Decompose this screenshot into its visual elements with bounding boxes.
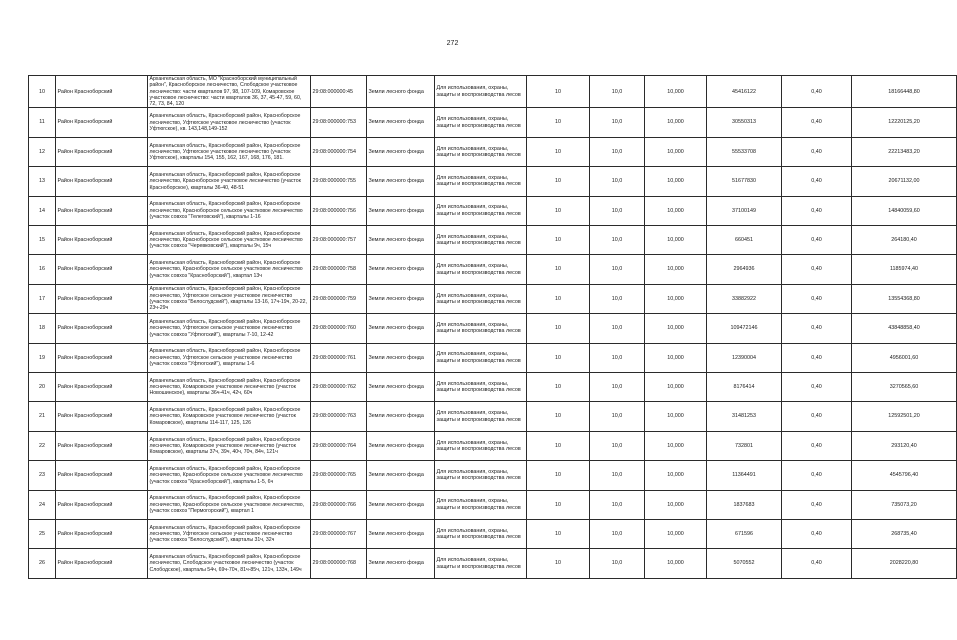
cell-term: 10 [527, 108, 590, 137]
table-row [29, 108, 957, 137]
cell-area: 10,0 [590, 490, 645, 519]
cell-location: Архангельская область, Красноборский район, Красноборское лесничество, Комаровское участковое лесничество (участок Новошинское), кварталы 36ч-41ч, 42ч, 60ч [148, 373, 311, 402]
cell-rate: 10,000 [645, 373, 707, 402]
cell-term: 10 [527, 284, 590, 313]
cell-num: 22 [29, 431, 56, 460]
cell-num: 20 [29, 373, 56, 402]
cell-coef: 0,40 [782, 490, 852, 519]
cell-category: Земли лесного фонда [367, 549, 435, 578]
cell-district: Район Красноборский [56, 196, 148, 225]
cell-category: Земли лесного фонда [367, 373, 435, 402]
cell-term: 10 [527, 196, 590, 225]
cell-district: Район Красноборский [56, 137, 148, 166]
cell-district: Район Красноборский [56, 490, 148, 519]
cell-term: 10 [527, 76, 590, 108]
cell-volume: 12390004 [707, 343, 782, 372]
cell-payment: 12592501,20 [852, 402, 957, 431]
cell-district: Район Красноборский [56, 343, 148, 372]
cell-area: 10,0 [590, 196, 645, 225]
table-row [29, 431, 957, 460]
cell-district: Район Красноборский [56, 373, 148, 402]
cell-coef: 0,40 [782, 196, 852, 225]
cell-purpose: Для использования, охраны, защиты и воспроизводства лесов [435, 519, 527, 548]
cell-term: 10 [527, 490, 590, 519]
cell-category: Земли лесного фонда [367, 314, 435, 343]
cell-term: 10 [527, 226, 590, 255]
cell-cadastral: 29:08:000000:765 [311, 461, 367, 490]
cell-num: 17 [29, 284, 56, 313]
cell-payment: 2028220,80 [852, 549, 957, 578]
cell-category: Земли лесного фонда [367, 108, 435, 137]
cell-category: Земли лесного фонда [367, 255, 435, 284]
cell-coef: 0,40 [782, 519, 852, 548]
cell-num: 14 [29, 196, 56, 225]
cell-cadastral: 29:08:000000:768 [311, 549, 367, 578]
cell-coef: 0,40 [782, 255, 852, 284]
cell-payment: 13554368,80 [852, 284, 957, 313]
cell-area: 10,0 [590, 255, 645, 284]
cell-location: Архангельская область, Красноборский район, Красноборское лесничество, Уфтюгское сельское участковое лесничество (участок совхоз "Уфтюгский"), кварталы 7-10, 12-42 [148, 314, 311, 343]
cell-area: 10,0 [590, 167, 645, 196]
cell-num: 11 [29, 108, 56, 137]
cell-term: 10 [527, 519, 590, 548]
cell-payment: 1185974,40 [852, 255, 957, 284]
cell-num: 19 [29, 343, 56, 372]
cell-coef: 0,40 [782, 431, 852, 460]
cell-volume: 671596 [707, 519, 782, 548]
cell-location: Архангельская область, Красноборский район, Красноборское лесничество, Уфтюгское участковое лесничество (участок Уфтюгское), кварталы 154, 155, 162, 167, 168, 176, 181. [148, 137, 311, 166]
cell-num: 13 [29, 167, 56, 196]
cell-cadastral: 29:08:000000:755 [311, 167, 367, 196]
cell-rate: 10,000 [645, 196, 707, 225]
cell-term: 10 [527, 461, 590, 490]
cell-category: Земли лесного фонда [367, 343, 435, 372]
cell-rate: 10,000 [645, 402, 707, 431]
cell-coef: 0,40 [782, 549, 852, 578]
table-row [29, 137, 957, 166]
cell-location: Архангельская область, Красноборский район, Красноборское лесничество, Уфтюгское участковое лесничество (участок Уфтюгское), кв. 143,148,149-152 [148, 108, 311, 137]
cell-volume: 33882922 [707, 284, 782, 313]
cell-rate: 10,000 [645, 137, 707, 166]
table-row [29, 373, 957, 402]
cell-area: 10,0 [590, 137, 645, 166]
cell-area: 10,0 [590, 373, 645, 402]
cell-cadastral: 29:08:000000:764 [311, 431, 367, 460]
cell-district: Район Красноборский [56, 226, 148, 255]
cell-payment: 3270565,60 [852, 373, 957, 402]
cell-cadastral: 29:08:000000:45 [311, 76, 367, 108]
cell-payment: 4545796,40 [852, 461, 957, 490]
cell-num: 25 [29, 519, 56, 548]
cell-coef: 0,40 [782, 314, 852, 343]
cell-num: 24 [29, 490, 56, 519]
cell-volume: 5070552 [707, 549, 782, 578]
cell-area: 10,0 [590, 314, 645, 343]
cell-cadastral: 29:08:000000:760 [311, 314, 367, 343]
cell-num: 18 [29, 314, 56, 343]
cell-location: Архангельская область, МО "Красноборский муниципальный район", Красноборское лесничество, Слободское участковое лесничество: части кварталов 97, 98, 107-109, Комаровское участковое лесничество: части кварталов 36, 37, 45-47, 59, 60, 72, 73, 84, 120 [148, 76, 311, 108]
cell-district: Район Красноборский [56, 519, 148, 548]
cell-volume: 45416122 [707, 76, 782, 108]
cell-rate: 10,000 [645, 226, 707, 255]
cell-area: 10,0 [590, 226, 645, 255]
cell-purpose: Для использования, охраны, защиты и воспроизводства лесов [435, 343, 527, 372]
cell-district: Район Красноборский [56, 255, 148, 284]
cell-volume: 109472146 [707, 314, 782, 343]
cell-volume: 51677830 [707, 167, 782, 196]
cell-num: 23 [29, 461, 56, 490]
cell-district: Район Красноборский [56, 284, 148, 313]
cell-payment: 735073,20 [852, 490, 957, 519]
cell-purpose: Для использования, охраны, защиты и воспроизводства лесов [435, 402, 527, 431]
table-row [29, 314, 957, 343]
cell-payment: 20671132,00 [852, 167, 957, 196]
cell-purpose: Для использования, охраны, защиты и воспроизводства лесов [435, 284, 527, 313]
cell-rate: 10,000 [645, 519, 707, 548]
cell-num: 26 [29, 549, 56, 578]
table-row [29, 284, 957, 313]
cell-location: Архангельская область, Красноборский район, Красноборское лесничество, Красноборское участковое лесничество (участок Красноборское), кварталы 36-40, 48-51 [148, 167, 311, 196]
cell-area: 10,0 [590, 343, 645, 372]
cell-location: Архангельская область, Красноборский район, Красноборское лесничество, Комаровское участковое лесничество (участок Комаровское), кварталы 114-117, 125, 126 [148, 402, 311, 431]
table-row [29, 490, 957, 519]
cell-term: 10 [527, 343, 590, 372]
cell-coef: 0,40 [782, 343, 852, 372]
cell-volume: 1837683 [707, 490, 782, 519]
table-row [29, 402, 957, 431]
cell-purpose: Для использования, охраны, защиты и воспроизводства лесов [435, 76, 527, 108]
cell-area: 10,0 [590, 431, 645, 460]
cell-cadastral: 29:08:000000:754 [311, 137, 367, 166]
cell-area: 10,0 [590, 402, 645, 431]
cell-payment: 43848858,40 [852, 314, 957, 343]
cell-location: Архангельская область, Красноборский район, Красноборское лесничество, Комаровское участковое лесничество (участок Комаровское), кварталы 37ч, 39ч, 40ч, 70ч, 84ч, 121ч [148, 431, 311, 460]
cell-coef: 0,40 [782, 108, 852, 137]
cell-coef: 0,40 [782, 137, 852, 166]
cell-location: Архангельская область, Красноборский район, Красноборское лесничество, Красноборское сельское участковое лесничество (участок совхоз "Телеговский"), кварталы 1-16 [148, 196, 311, 225]
cell-purpose: Для использования, охраны, защиты и воспроизводства лесов [435, 226, 527, 255]
cell-district: Район Красноборский [56, 461, 148, 490]
table-row [29, 226, 957, 255]
table-row [29, 196, 957, 225]
cell-payment: 14840059,60 [852, 196, 957, 225]
cell-cadastral: 29:08:000000:759 [311, 284, 367, 313]
cell-district: Район Красноборский [56, 76, 148, 108]
cell-purpose: Для использования, охраны, защиты и воспроизводства лесов [435, 431, 527, 460]
land-plots-table [28, 75, 957, 579]
cell-payment: 12220125,20 [852, 108, 957, 137]
cell-term: 10 [527, 549, 590, 578]
cell-category: Земли лесного фонда [367, 167, 435, 196]
table-row [29, 519, 957, 548]
cell-cadastral: 29:08:000000:753 [311, 108, 367, 137]
cell-purpose: Для использования, охраны, защиты и воспроизводства лесов [435, 373, 527, 402]
table-row [29, 461, 957, 490]
cell-coef: 0,40 [782, 402, 852, 431]
cell-rate: 10,000 [645, 490, 707, 519]
cell-district: Район Красноборский [56, 167, 148, 196]
cell-term: 10 [527, 402, 590, 431]
cell-rate: 10,000 [645, 314, 707, 343]
cell-num: 21 [29, 402, 56, 431]
cell-rate: 10,000 [645, 343, 707, 372]
cell-rate: 10,000 [645, 167, 707, 196]
cell-rate: 10,000 [645, 549, 707, 578]
cell-district: Район Красноборский [56, 402, 148, 431]
cell-term: 10 [527, 373, 590, 402]
cell-coef: 0,40 [782, 226, 852, 255]
cell-area: 10,0 [590, 76, 645, 108]
cell-term: 10 [527, 167, 590, 196]
cell-location: Архангельская область, Красноборский район, Красноборское лесничество, Красноборское сельское участковое лесничество, (участок совхоз "Пермогорский"), квартал 1 [148, 490, 311, 519]
cell-coef: 0,40 [782, 373, 852, 402]
cell-coef: 0,40 [782, 284, 852, 313]
cell-category: Земли лесного фонда [367, 461, 435, 490]
cell-cadastral: 29:08:000000:767 [311, 519, 367, 548]
cell-purpose: Для использования, охраны, защиты и воспроизводства лесов [435, 314, 527, 343]
cell-purpose: Для использования, охраны, защиты и воспроизводства лесов [435, 167, 527, 196]
cell-category: Земли лесного фонда [367, 196, 435, 225]
cell-num: 16 [29, 255, 56, 284]
cell-rate: 10,000 [645, 108, 707, 137]
cell-district: Район Красноборский [56, 314, 148, 343]
table-row [29, 76, 957, 108]
cell-payment: 22213483,20 [852, 137, 957, 166]
cell-purpose: Для использования, охраны, защиты и воспроизводства лесов [435, 196, 527, 225]
cell-num: 15 [29, 226, 56, 255]
cell-volume: 732801 [707, 431, 782, 460]
cell-term: 10 [527, 431, 590, 460]
cell-coef: 0,40 [782, 76, 852, 108]
cell-purpose: Для использования, охраны, защиты и воспроизводства лесов [435, 549, 527, 578]
table-row [29, 549, 957, 578]
table-row [29, 167, 957, 196]
cell-category: Земли лесного фонда [367, 284, 435, 313]
cell-area: 10,0 [590, 519, 645, 548]
cell-volume: 660451 [707, 226, 782, 255]
cell-volume: 55533708 [707, 137, 782, 166]
cell-coef: 0,40 [782, 461, 852, 490]
cell-rate: 10,000 [645, 431, 707, 460]
cell-num: 10 [29, 76, 56, 108]
table-row [29, 255, 957, 284]
cell-location: Архангельская область, Красноборский район, Красноборское лесничество, Красноборское сельское участковое лесничество (участок совхоз "Красноборский"), кварталы 1-5, 6ч [148, 461, 311, 490]
cell-volume: 11364491 [707, 461, 782, 490]
cell-coef: 0,40 [782, 167, 852, 196]
cell-area: 10,0 [590, 284, 645, 313]
cell-category: Земли лесного фонда [367, 76, 435, 108]
cell-payment: 4956001,60 [852, 343, 957, 372]
cell-num: 12 [29, 137, 56, 166]
cell-volume: 8176414 [707, 373, 782, 402]
cell-location: Архангельская область, Красноборский район, Красноборское лесничество, Слободское участковое лесничество (участок Слободское), кварталы 54ч, 69ч-70ч, 81ч-85ч, 121ч, 133ч, 149ч [148, 549, 311, 578]
cell-volume: 30550313 [707, 108, 782, 137]
cell-payment: 268735,40 [852, 519, 957, 548]
cell-district: Район Красноборский [56, 108, 148, 137]
cell-cadastral: 29:08:000000:758 [311, 255, 367, 284]
cell-district: Район Красноборский [56, 549, 148, 578]
cell-rate: 10,000 [645, 461, 707, 490]
cell-rate: 10,000 [645, 76, 707, 108]
cell-category: Земли лесного фонда [367, 519, 435, 548]
cell-cadastral: 29:08:000000:757 [311, 226, 367, 255]
cell-area: 10,0 [590, 461, 645, 490]
cell-rate: 10,000 [645, 284, 707, 313]
cell-purpose: Для использования, охраны, защиты и воспроизводства лесов [435, 108, 527, 137]
cell-payment: 18166448,80 [852, 76, 957, 108]
cell-cadastral: 29:08:000000:762 [311, 373, 367, 402]
cell-payment: 293120,40 [852, 431, 957, 460]
cell-rate: 10,000 [645, 255, 707, 284]
cell-cadastral: 29:08:000000:756 [311, 196, 367, 225]
cell-volume: 37100149 [707, 196, 782, 225]
cell-term: 10 [527, 137, 590, 166]
cell-category: Земли лесного фонда [367, 402, 435, 431]
table-body [29, 76, 957, 579]
cell-location: Архангельская область, Красноборский район, Красноборское лесничество, Красноборское сельское участковое лесничество (участок совхоз "Черевковский"), кварталы 9ч, 15ч [148, 226, 311, 255]
cell-cadastral: 29:08:000000:763 [311, 402, 367, 431]
cell-location: Архангельская область, Красноборский район, Красноборское лесничество, Уфтюгское сельское участковое лесничество (участок совхоз "Белослудский"), кварталы 31ч, 32ч [148, 519, 311, 548]
cell-category: Земли лесного фонда [367, 431, 435, 460]
cell-area: 10,0 [590, 108, 645, 137]
cell-volume: 31481253 [707, 402, 782, 431]
page-number: 272 [446, 40, 459, 47]
cell-volume: 2964936 [707, 255, 782, 284]
cell-purpose: Для использования, охраны, защиты и воспроизводства лесов [435, 137, 527, 166]
cell-cadastral: 29:08:000000:766 [311, 490, 367, 519]
cell-purpose: Для использования, охраны, защиты и воспроизводства лесов [435, 461, 527, 490]
cell-district: Район Красноборский [56, 431, 148, 460]
cell-term: 10 [527, 314, 590, 343]
cell-term: 10 [527, 255, 590, 284]
cell-category: Земли лесного фонда [367, 137, 435, 166]
cell-purpose: Для использования, охраны, защиты и воспроизводства лесов [435, 255, 527, 284]
cell-payment: 264180,40 [852, 226, 957, 255]
table-row [29, 343, 957, 372]
cell-area: 10,0 [590, 549, 645, 578]
cell-category: Земли лесного фонда [367, 490, 435, 519]
cell-location: Архангельская область, Красноборский район, Красноборское лесничество, Уфтюгское сельское участковое лесничество (участок совхоз "Уфтюгский"), кварталы 1-6 [148, 343, 311, 372]
cell-cadastral: 29:08:000000:761 [311, 343, 367, 372]
cell-location: Архангельская область, Красноборский район, Красноборское лесничество, Красноборское сельское участковое лесничество (участок совхоз "Красноборский"), квартал 13ч [148, 255, 311, 284]
cell-purpose: Для использования, охраны, защиты и воспроизводства лесов [435, 490, 527, 519]
cell-location: Архангельская область, Красноборский район, Красноборское лесничество, Уфтюгское сельское участковое лесничество (участок совхоз "Белослудский"), кварталы 13-16, 17ч-19ч, 20-22, 23ч-29ч [148, 284, 311, 313]
cell-category: Земли лесного фонда [367, 226, 435, 255]
